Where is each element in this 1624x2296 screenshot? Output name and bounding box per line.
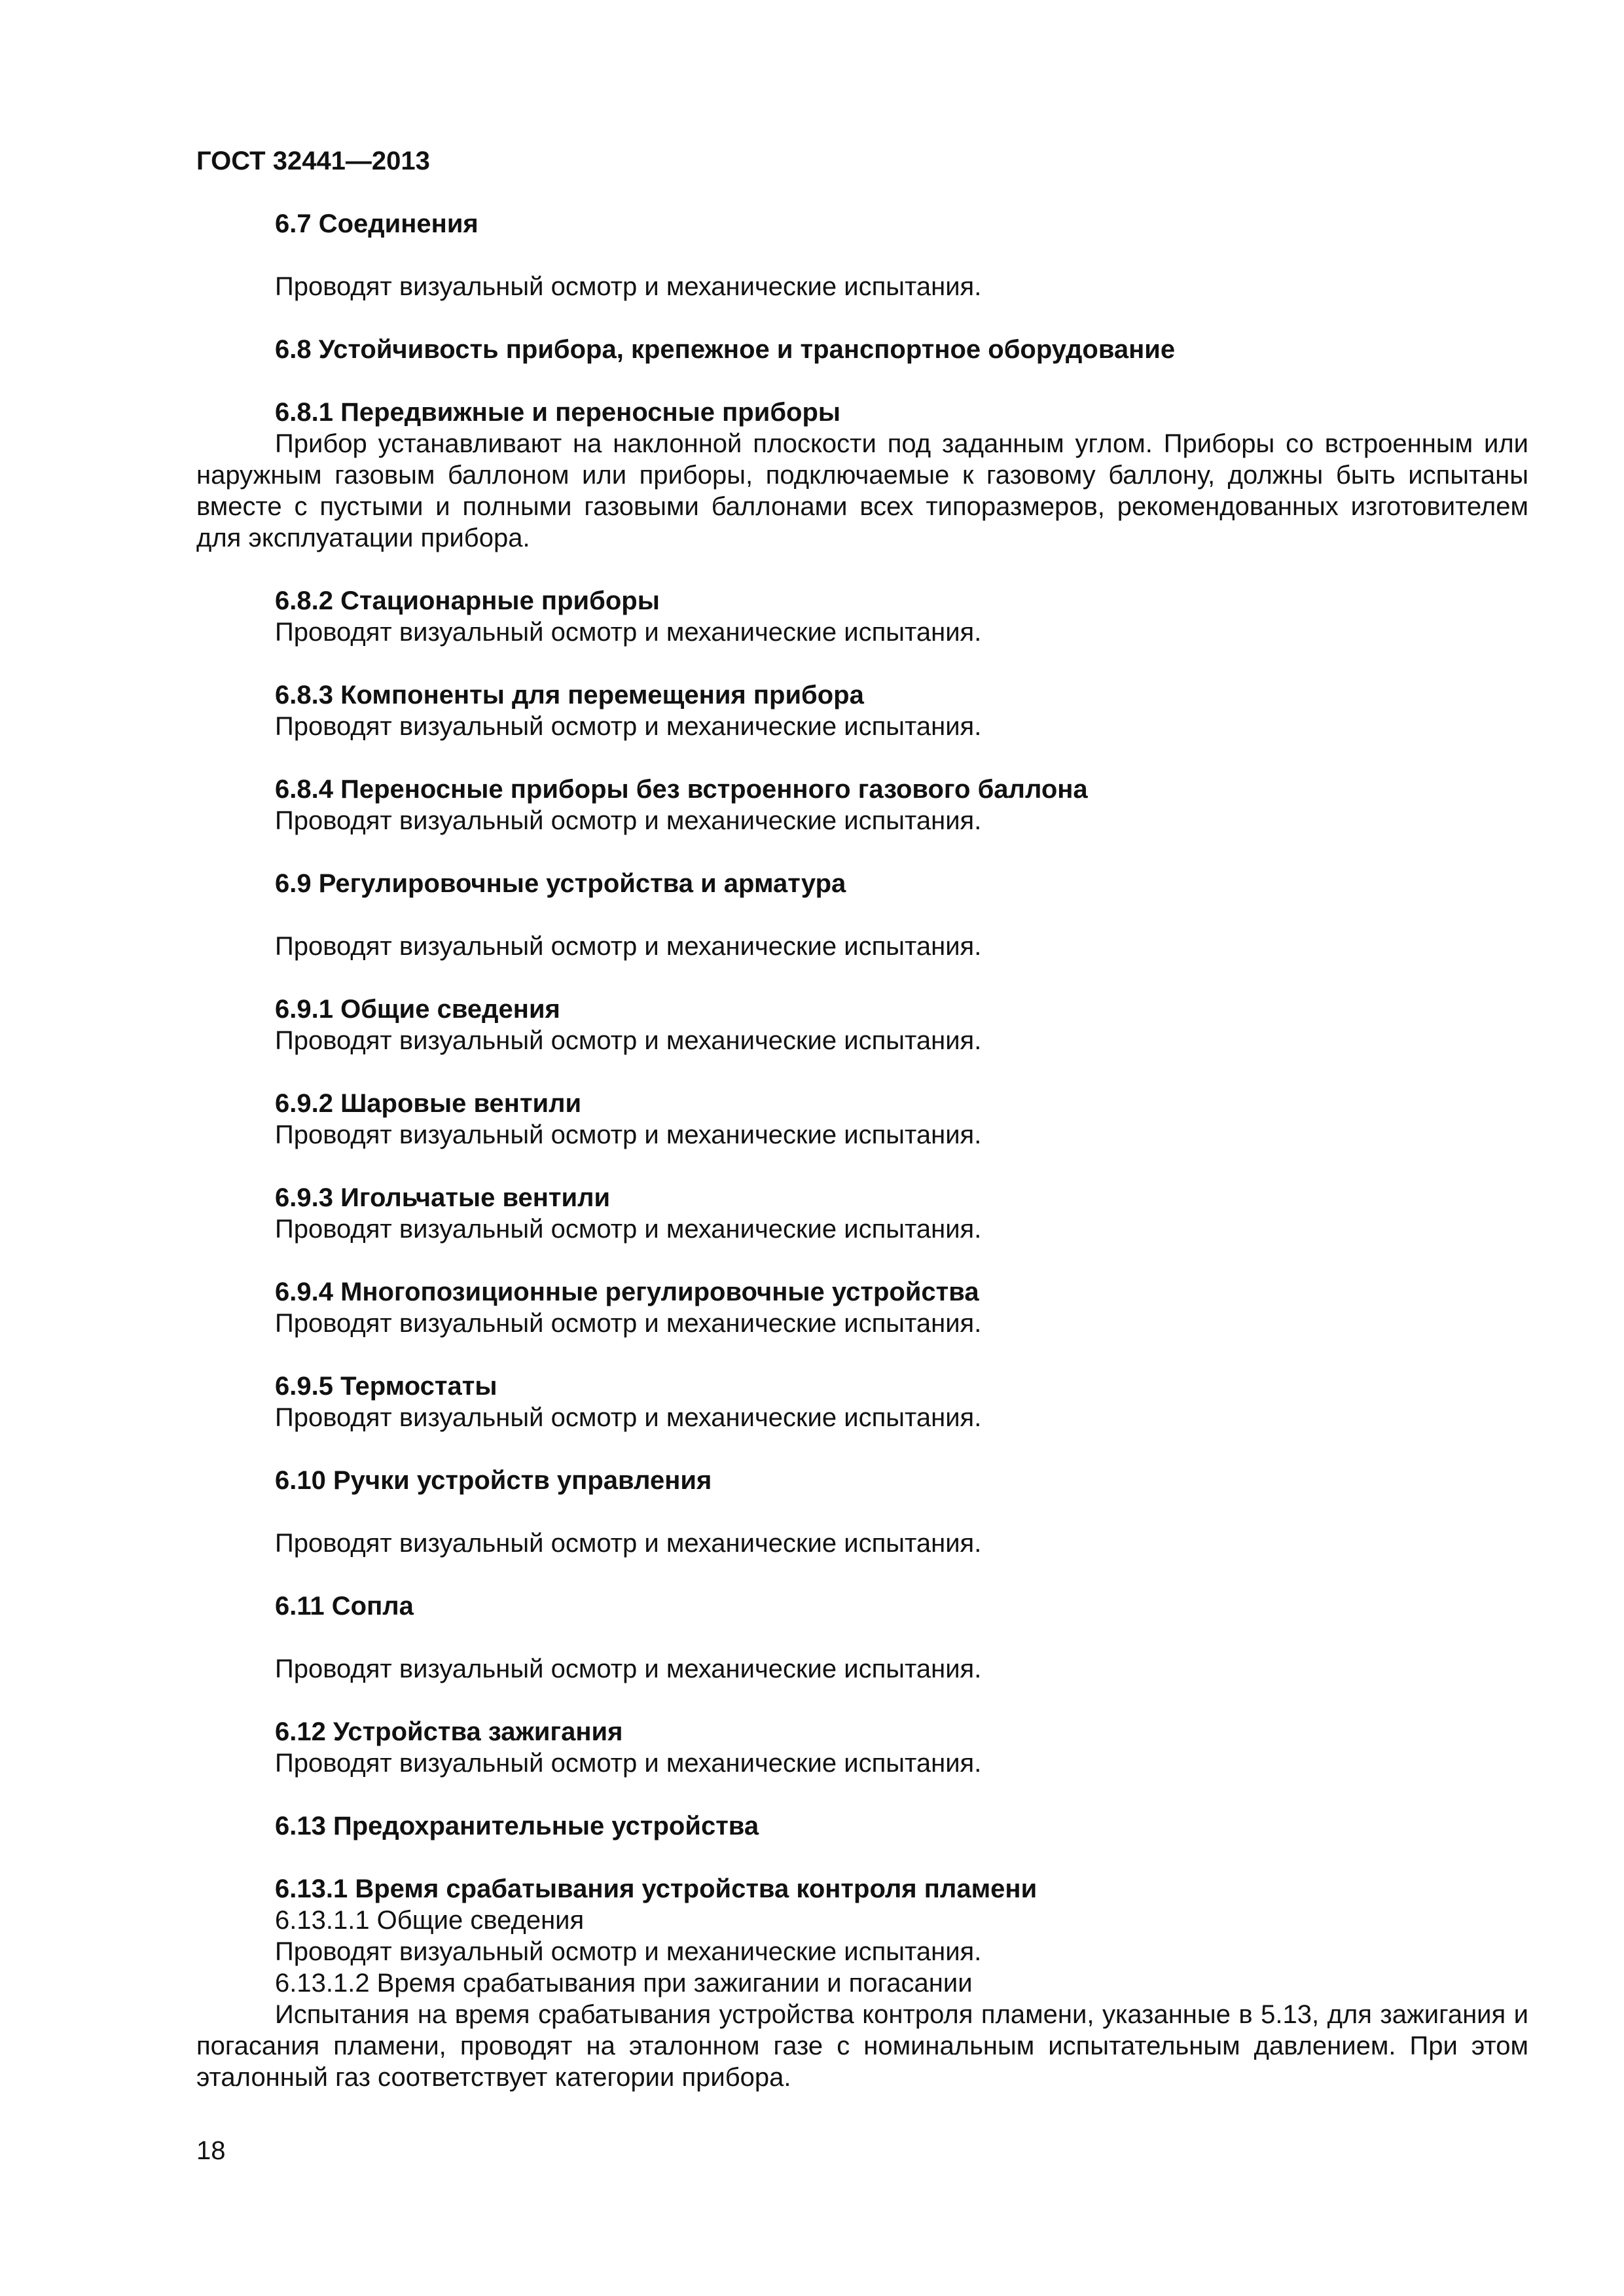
section-6-8-3-text: Проводят визуальный осмотр и механические испытания. — [275, 712, 982, 741]
section-6-8-2-text: Проводят визуальный осмотр и механические испытания. — [275, 618, 982, 647]
section-6-7-title: 6.7 Соединения — [275, 209, 478, 238]
section-6-9-3-text: Проводят визуальный осмотр и механические испытания. — [275, 1215, 982, 1244]
section-6-13-1-1-text: Проводят визуальный осмотр и механические испытания. — [275, 1937, 982, 1966]
document-page — [196, 145, 1528, 2093]
section-6-8-4-text: Проводят визуальный осмотр и механические испытания. — [275, 806, 982, 835]
section-6-12-text: Проводят визуальный осмотр и механические испытания. — [275, 1749, 982, 1778]
section-6-8-1-text: Прибор устанавливают на наклонной плоскости под заданным углом. Приборы со встроенным или наружным газовым баллоном или приборы, подключаемые к газовому баллону, должны быть испытаны вместе с пустыми и полными газовыми баллонами всех типоразмеров, рекомендованных изготовителем для эксплуатации прибора. — [196, 429, 1528, 552]
section-6-8-3-title: 6.8.3 Компоненты для перемещения прибора — [275, 681, 864, 709]
page-number: 18 — [196, 2136, 226, 2165]
section-6-9-3-title: 6.9.3 Игольчатые вентили — [275, 1183, 611, 1212]
section-6-13-1-1-title: 6.13.1.1 Общие сведения — [275, 1906, 585, 1935]
section-6-9-5-text: Проводят визуальный осмотр и механические испытания. — [275, 1403, 982, 1432]
section-6-8-2-title: 6.8.2 Стационарные приборы — [275, 586, 660, 615]
section-6-9-2-title: 6.9.2 Шаровые вентили — [275, 1089, 582, 1118]
standard-designation: ГОСТ 32441—2013 — [196, 147, 430, 175]
section-6-13-1-title: 6.13.1 Время срабатывания устройства контроля пламени — [275, 1874, 1038, 1903]
section-6-11-title: 6.11 Сопла — [275, 1592, 414, 1621]
section-6-9-4-title: 6.9.4 Многопозиционные регулировочные устройства — [275, 1278, 979, 1306]
section-6-9-5-title: 6.9.5 Термостаты — [275, 1372, 497, 1401]
section-6-8-title: 6.8 Устойчивость прибора, крепежное и транспортное оборудование — [275, 335, 1176, 364]
section-6-9-text: Проводят визуальный осмотр и механические испытания. — [275, 932, 982, 961]
section-6-9-1-text: Проводят визуальный осмотр и механические испытания. — [275, 1026, 982, 1055]
section-6-11-text: Проводят визуальный осмотр и механические испытания. — [275, 1655, 982, 1683]
section-6-13-1-2-text: Испытания на время срабатывания устройства контроля пламени, указанные в 5.13, для зажигания и погасания пламени, проводят на эталонном газе с номинальным испытательным давлением. При этом эталонный газ соответствует категории прибора. — [196, 2000, 1528, 2092]
section-6-8-4-title: 6.8.4 Переносные приборы без встроенного газового баллона — [275, 775, 1088, 804]
section-6-13-title: 6.13 Предохранительные устройства — [275, 1812, 759, 1840]
section-6-12-title: 6.12 Устройства зажигания — [275, 1717, 623, 1746]
section-6-9-4-text: Проводят визуальный осмотр и механические испытания. — [275, 1309, 982, 1338]
section-6-10-title: 6.10 Ручки устройств управления — [275, 1466, 712, 1495]
section-6-7-text: Проводят визуальный осмотр и механические испытания. — [275, 272, 982, 301]
section-6-13-1-2-title: 6.13.1.2 Время срабатывания при зажигании и погасании — [275, 1969, 973, 1998]
section-6-10-text: Проводят визуальный осмотр и механические испытания. — [275, 1529, 982, 1558]
section-6-9-title: 6.9 Регулировочные устройства и арматура — [275, 869, 846, 898]
section-6-9-1-title: 6.9.1 Общие сведения — [275, 995, 560, 1024]
section-6-8-1-title: 6.8.1 Передвижные и переносные приборы — [275, 398, 841, 427]
section-6-9-2-text: Проводят визуальный осмотр и механические испытания. — [275, 1121, 982, 1149]
